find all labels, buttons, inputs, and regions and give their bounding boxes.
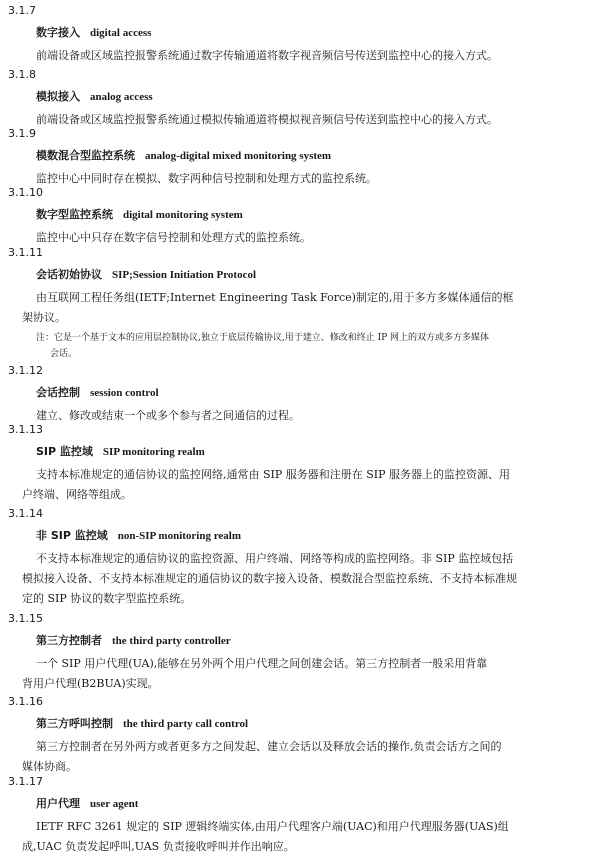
definition-line: 媒体协商。 [22, 760, 77, 773]
term-en: user agent [90, 798, 139, 810]
definition-line: IETF RFC 3261 规定的 SIP 逻辑终端实体,由用户代理客户端(UAC)和用户代理服务器(UAS)组 [36, 820, 509, 833]
term-zh: 数字接入 [36, 26, 80, 39]
definition-line: 建立、修改或结束一个或多个参与者之间通信的过程。 [36, 409, 300, 422]
term-zh: 模数混合型监控系统 [36, 149, 135, 162]
definition-line: 架协议。 [22, 311, 66, 324]
term-heading [36, 715, 248, 731]
definition [36, 406, 592, 426]
term-zh: 第三方呼叫控制 [36, 717, 113, 730]
term-zh: 用户代理 [36, 797, 80, 810]
clause-number: 3.1.9 [8, 127, 36, 140]
term-heading [36, 88, 153, 104]
term-heading [36, 527, 241, 543]
term-en: digital monitoring system [123, 209, 243, 221]
clause-number: 3.1.15 [8, 612, 43, 625]
term-en: the third party call control [123, 718, 249, 730]
term-en: SIP monitoring realm [102, 446, 205, 458]
definition [22, 549, 592, 609]
definition-line: 背用户代理(B2BUA)实现。 [22, 677, 159, 690]
term-en: the third party controller [112, 635, 231, 647]
clause-number: 3.1.16 [8, 695, 43, 708]
note [36, 330, 592, 362]
term-en: analog access [90, 91, 153, 103]
term-heading [36, 443, 205, 459]
term-zh: 模拟接入 [36, 90, 80, 103]
term-en: non-SIP monitoring realm [117, 530, 242, 542]
term-en: SIP;Session Initiation Protocol [112, 269, 257, 281]
term-heading [36, 206, 243, 222]
clause-number: 3.1.8 [8, 68, 36, 81]
term-zh: 第三方控制者 [36, 634, 102, 647]
definition [22, 654, 592, 694]
clause-number: 3.1.13 [8, 423, 43, 436]
definition-line: 成,UAC 负责发起呼叫,UAS 负责接收呼叫并作出响应。 [22, 840, 295, 853]
term-zh: 数字型监控系统 [36, 208, 113, 221]
term-heading [36, 795, 138, 811]
term-en: analog-digital mixed monitoring system [145, 150, 332, 162]
definition [36, 46, 592, 66]
term-zh: SIP 监控域 [36, 445, 93, 458]
definition-line: 监控中心中只存在数字信号控制和处理方式的监控系统。 [36, 231, 311, 244]
clause-number: 3.1.14 [8, 507, 43, 520]
term-en: digital access [90, 27, 152, 39]
note-line: 会话。 [50, 349, 78, 359]
definition-line: 户终端、网络等组成。 [22, 488, 132, 501]
definition-line: 模拟接入设备、不支持本标准规定的通信协议的数字接入设备、模数混合型监控系统、不支持本标准规 [22, 572, 517, 585]
term-zh: 会话初始协议 [36, 268, 102, 281]
definition-line: 前端设备或区域监控报警系统通过数字传输通道将数字视音频信号传送到监控中心的接入方式。 [36, 49, 498, 62]
term-heading [36, 266, 256, 282]
definition-line: 一个 SIP 用户代理(UA),能够在另外两个用户代理之间创建会话。第三方控制者一般采用背靠 [36, 657, 488, 670]
definition-line: 监控中心中同时存在模拟、数字两种信号控制和处理方式的监控系统。 [36, 172, 377, 185]
definition-line: 第三方控制者在另外两方或者更多方之间发起、建立会话以及释放会话的操作,负责会话方之间的 [36, 740, 502, 753]
definition [36, 169, 592, 189]
definition-line: 支持本标准规定的通信协议的监控网络,通常由 SIP 服务器和注册在 SIP 服务器上的监控资源、用 [36, 468, 511, 481]
note-line: 注：它是一个基于文本的应用层控制协议,独立于底层传输协议,用于建立、修改和终止 IP 网上的双方或多方多媒体 [36, 333, 490, 343]
definition [36, 110, 592, 130]
term-zh: 非 SIP 监控域 [36, 529, 108, 542]
term-heading [36, 384, 159, 400]
term-en: session control [90, 387, 159, 399]
definition [22, 737, 592, 777]
definition-line: 由互联网工程任务组(IETF;Internet Engineering Task Force)制定的,用于多方多媒体通信的框 [36, 291, 514, 304]
clause-number: 3.1.11 [8, 246, 43, 259]
term-heading [36, 24, 151, 40]
clause-number: 3.1.12 [8, 364, 43, 377]
clause-number: 3.1.10 [8, 186, 43, 199]
term-zh: 会话控制 [36, 386, 80, 399]
definition [36, 228, 592, 248]
definition-line: 前端设备或区域监控报警系统通过模拟传输通道将模拟视音频信号传送到监控中心的接入方式。 [36, 113, 498, 126]
definition [22, 288, 592, 328]
definition [22, 465, 592, 505]
term-heading [36, 632, 231, 648]
definition-line: 定的 SIP 协议的数字型监控系统。 [22, 592, 192, 605]
clause-number: 3.1.17 [8, 775, 43, 788]
definition-line: 不支持本标准规定的通信协议的监控资源、用户终端、网络等构成的监控网络。非 SIP 监控域包括 [36, 552, 514, 565]
definition [22, 817, 592, 857]
clause-number: 3.1.7 [8, 4, 36, 17]
term-heading [36, 147, 331, 163]
